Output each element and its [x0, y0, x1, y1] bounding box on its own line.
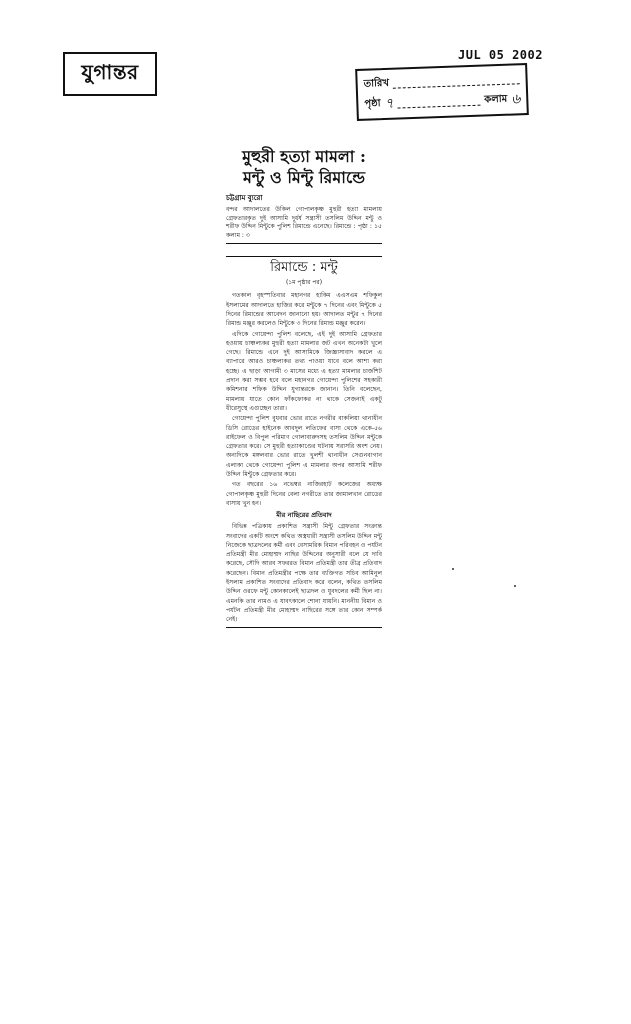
lede-paragraph: বন্দর আদালতের উকিল গোপালকৃষ্ণ মুহুরী হত্যা মামলায় গ্রেফতারকৃত দুই আসামি দুর্ধর্ষ সন্ত্রাসী তসলিম উদ্দিন মন্টু ও শরীফ উদ্দিন মিন্টুকে পুলিশ রিমান্ডে এনেছে। রিমান্ডে : পৃষ্ঠা : ১৫ কলাম : ৩ [226, 206, 382, 244]
newspaper-name-stamp: যুগান্তর [63, 52, 157, 96]
filing-date-label: তারিখ [363, 77, 390, 90]
section-subhead: মীর নাছিরের প্রতিবাদ [276, 511, 332, 520]
headline-line-1: মুহুরী হত্যা মামলা : [242, 147, 366, 166]
byline: চট্টগ্রাম ব্যুরো [226, 194, 263, 202]
continuation-subtitle: (১ম পৃষ্ঠার পর) [285, 279, 323, 287]
headline-line-2: মন্টু ও মিন্টু রিমান্ডে [242, 168, 366, 187]
filing-page-label: পৃষ্ঠা [364, 97, 381, 110]
scan-speck [452, 568, 454, 570]
filing-stamp-page-row [364, 89, 521, 114]
filing-page-line [398, 96, 481, 108]
continuation-title: রিমান্ডে : মন্টু [226, 256, 382, 276]
body-paragraph: গোয়েন্দা পুলিশ বুধবার ভোর রাতে নগরীর বাকলিয়া থানাধীন ডিসি রোডের হাইনেক আবদুল লতিফের বাসা থেকে একে-৫৬ রাইফেল ও বিপুল পরিমাণ গোলাবারুদসহ তসলিম উদ্দিন মন্টুকে গ্রেফতার করে। সে মুহুরী হত্যাকাণ্ডের ঘটনায় সরাসরি অংশ নেয়। অন্যদিকে মঙ্গলবার ভোর রাতে খুলশী থানাধীন সেগুনবাগান এলাকা থেকে গোয়েন্দা পুলিশ এ মামলার অপর আসামি শরীফ উদ্দিন মিন্টুকে গ্রেফতার করে। [226, 415, 382, 479]
filing-stamp [355, 63, 529, 121]
body-paragraph: গত বছরের ১৬ নভেম্বর নাজিরহাট কলেজের অধ্যক্ষ গোপালকৃষ্ণ মুহুরী দিনের বেলা নগরীতে তার জামালখান রোডের বাসায় খুন হন। [226, 481, 382, 507]
filing-page-value: ৭ [384, 95, 394, 113]
scan-speck [514, 585, 516, 587]
date-stamp: JUL 05 2002 [458, 48, 543, 62]
filing-column-label: কলাম [484, 93, 508, 106]
headline [226, 146, 382, 188]
body-paragraph: বিভিন্ন পত্রিকায় প্রকাশিত সন্ত্রাসী মিন্টু গ্রেফতার সংক্রান্ত সংবাদের একটি অংশে কথিত অস্ত্রধারী সন্ত্রাসী তসলিম উদ্দিন মন্টু নিজেকে ছাত্রদলের কর্মী এবং বেসামরিক বিমান পরিবহন ও পর্যটন প্রতিমন্ত্রী মীর মোহাম্মদ নাছির উদ্দিনের অনুসারী বলে যে দাবি করেছে, সৌদি আরব সফররত বিমান প্রতিমন্ত্রী তার তীব্র প্রতিবাদ করেছেন। বিমান প্রতিমন্ত্রীর পক্ষে তার ব্যক্তিগত সচিব আমিনুল ইসলাম প্রকাশিত সংবাদের প্রতিবাদ করে বলেন, কথিত তসলিম উদ্দিন ওরফে মন্টু কোনকালেই ছাত্রদল ও যুবদলের কর্মী ছিল না। এমনকি তার নামও এ যাবৎকালে শোনা যায়নি। মাননীয় বিমান ও পর্যটন প্রতিমন্ত্রী মীর মোহাম্মদ নাছিরের সঙ্গে তার কোন সম্পর্ক নেই। [226, 523, 382, 624]
end-rule [226, 627, 382, 628]
newspaper-clipping [226, 146, 382, 628]
filing-column-value: ৬ [510, 91, 521, 108]
body-paragraph: এদিকে গোয়েন্দা পুলিশ বলেছে, এই দুই আসামি গ্রেফতার হওয়ায় চাঞ্চল্যকর মুহুরী হত্যা মামলার জট এখন অনেকটা খুলে গেছে। রিমান্ডে এনে দুই আসামিকে জিজ্ঞাসাবাদ করলে এ ব্যাপারে আরও চাঞ্চল্যকর তথ্য পাওয়া যাবে বলে আশা করা হচ্ছে। এ ছাড়া আগামী ৩ মাসের মধ্যে এ হত্যা মামলার চার্জশিট প্রদান করা সম্ভব হবে বলে মহানগর গোয়েন্দা পুলিশের সহকারী কমিশনার শফিক উদ্দিন যুগান্তরকে জানান। তিনি বলেছেন, মামলায় যাতে কোন ফাঁকফোকর না থাকে সেজন্যই একটু ধীরেসুস্থে এগুচ্ছেন তারা। [226, 330, 382, 412]
body-paragraph: গতকাল বৃহস্পতিবার মহানগর হাকিম এএসএম শফিকুল ইসলামের আদালতে হাজির করে মন্টুকে ৭ দিনের এবং মিন্টুকে ৫ দিনের রিমান্ডের আবেদন জানানো হয়। আদালত মন্টুর ৭ দিনের রিমান্ড মঞ্জুর করলেও মিন্টুকে ৩ দিনের রিমান্ড মঞ্জুর করেন। [226, 292, 382, 328]
filing-date-line [393, 75, 520, 88]
